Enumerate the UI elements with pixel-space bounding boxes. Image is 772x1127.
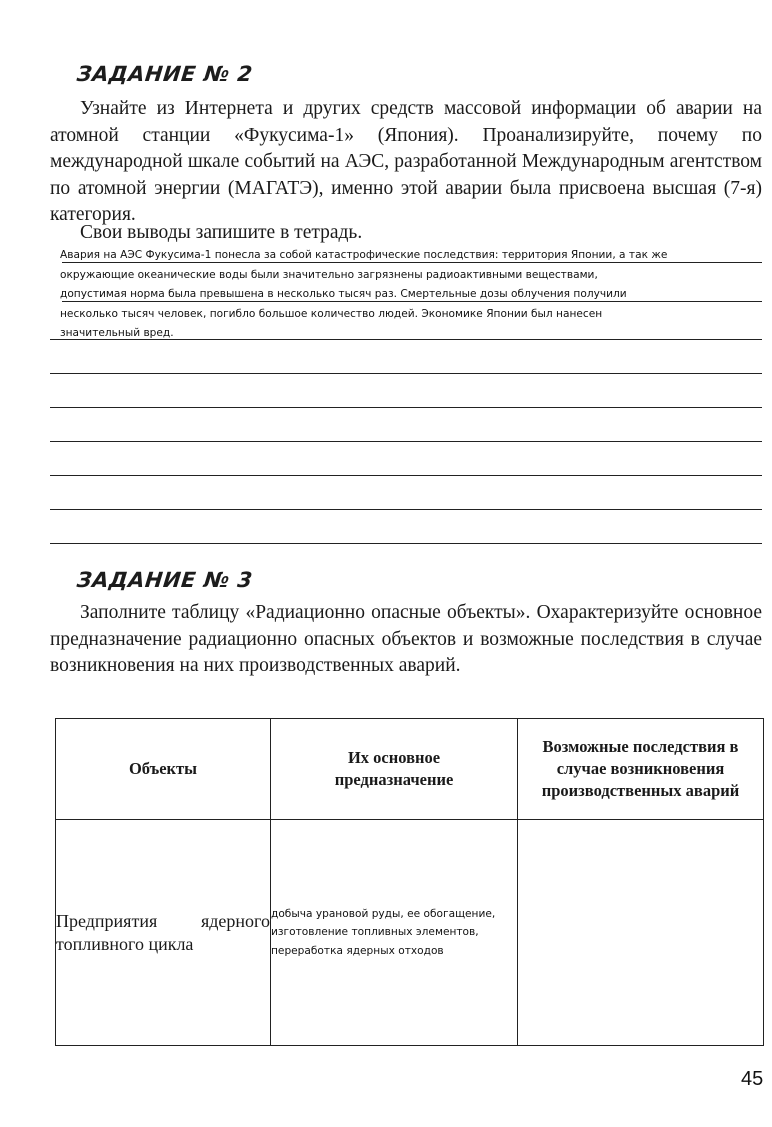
- task-3-instructions-text: Заполните таблицу «Радиационно опасные объекты». Охарактеризуйте основное предназначение радиационно опасных объектов и возможные последствия в случае возникновения на них производственных аварий.: [50, 602, 762, 676]
- answer-line-text: Авария на АЭС Фукусима-1 понесла за собой катастрофические последствия: территория Японии, а так же: [60, 249, 668, 261]
- cell-consequences[interactable]: [518, 820, 764, 1046]
- answer-line-text: допустимая норма была превышена в несколько тысяч раз. Смертельные дозы облучения получили: [60, 288, 627, 300]
- header-consequences: Возможные последствия в случае возникновения производственных аварий: [518, 719, 764, 820]
- task-2-title: ЗАДАНИЕ № 2: [75, 62, 254, 86]
- task-3-title: ЗАДАНИЕ № 3: [75, 568, 254, 592]
- task-2-answer: [60, 246, 760, 344]
- table-row: [56, 820, 764, 1046]
- answer-line-text: окружающие океанические воды были значительно загрязнены радиоактивными веществами,: [60, 268, 598, 281]
- cell-object: Предприятия ядерного топливного цикла: [56, 820, 271, 1046]
- cell-purpose[interactable]: добыча урановой руды, ее обогащение, изготовление топливных элементов, переработка ядерных отходов: [271, 820, 518, 1046]
- task-2-note: Свои выводы запишите в тетрадь.: [80, 222, 363, 243]
- answer-line-text: несколько тысяч человек, погибло большое количество людей. Экономике Японии был нанесен: [60, 307, 603, 320]
- ruled-line: [50, 441, 762, 442]
- answer-line-text: значительный вред.: [60, 327, 174, 339]
- header-objects: Объекты: [56, 719, 271, 820]
- task-2-instructions-text: Узнайте из Интернета и других средств массовой информации об аварии на атомной станции «Фукусима-1» (Япония). Проанализируйте, почему по международной шкале событий на АЭС, разработанной Международным агентством по атомной энергии (МАГАТЭ), именно этой аварии была присвоена высшая (7-я) категория.: [50, 98, 762, 225]
- ruled-line: [50, 373, 762, 374]
- header-purpose: Их основное предназначение: [271, 719, 518, 820]
- ruled-line: [50, 543, 762, 544]
- table-header-row: [56, 719, 764, 820]
- task-2-instructions: [50, 96, 762, 229]
- ruled-line: [50, 509, 762, 510]
- radiation-objects-table: [55, 718, 764, 1046]
- ruled-line: [50, 407, 762, 408]
- page-number: 45: [741, 1068, 764, 1090]
- ruled-line: [50, 475, 762, 476]
- task-3-instructions: [50, 600, 762, 680]
